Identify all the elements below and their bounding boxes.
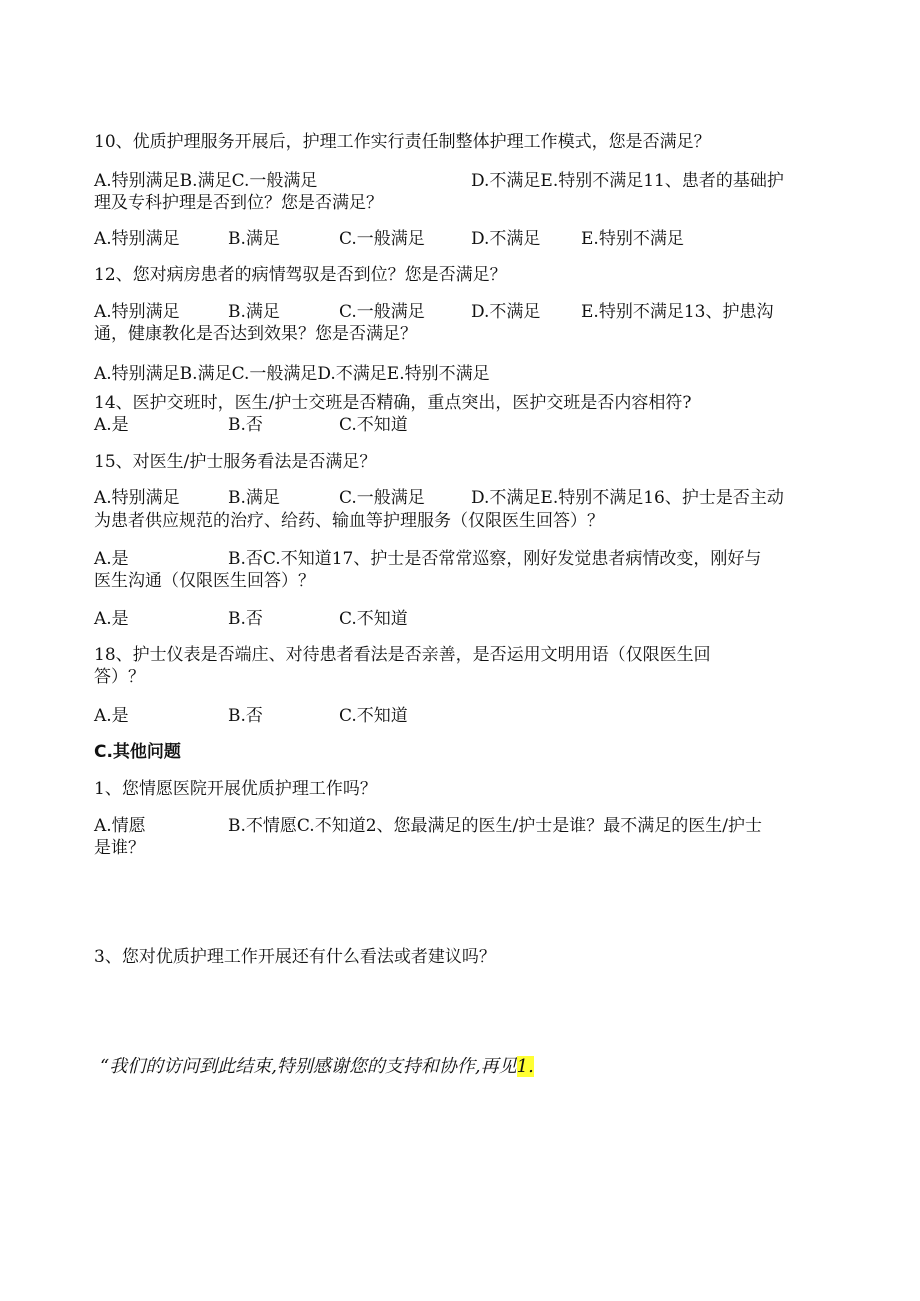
question-16-options xyxy=(94,548,814,570)
question-18-cont: 答）？ xyxy=(94,667,145,687)
q14-option-c: C.不知道 xyxy=(339,415,408,435)
question-15-options xyxy=(94,487,814,509)
closing-text: “我们的访问到此结束,特别感谢您的支持和协作,再见 xyxy=(100,1056,517,1077)
q16-option-bc-q17: B.否C.不知道17、护士是否常常巡察，刚好发觉患者病情改变，刚好与 xyxy=(228,549,762,569)
q12-option-c: C.一般满足 xyxy=(339,302,425,322)
q17-option-a: A.是 xyxy=(94,609,129,629)
q14-option-a: A.是 xyxy=(94,415,129,435)
question-14: 14、医护交班时，医生/护士交班是否精确，重点突出，医护交班是否内容相符? xyxy=(94,393,692,413)
closing-highlight: 1. xyxy=(516,1056,534,1077)
question-c3: 3、您对优质护理工作开展还有什么看法或者建议吗？ xyxy=(94,947,496,967)
question-c1: 1、您情愿医院开展优质护理工作吗？ xyxy=(94,779,377,799)
q11-option-e: E.特别不满足 xyxy=(581,229,684,249)
question-13-options: A.特别满足B.满足C.一般满足D.不满足E.特别不满足 xyxy=(94,364,490,384)
q12-option-e-q13: E.特别不满足13、护患沟 xyxy=(581,302,774,322)
q12-option-a: A.特别满足 xyxy=(94,302,180,322)
question-13-cont: 通，健康教化是否达到效果？您是否满足？ xyxy=(94,324,417,344)
q14-option-b: B.否 xyxy=(228,415,263,435)
q12-option-b: B.满足 xyxy=(228,302,280,322)
q18-option-b: B.否 xyxy=(228,706,263,726)
c1-option-a: A.情愿 xyxy=(94,816,146,836)
q10-options-abc: A.特别满足B.满足C.一般满足 xyxy=(94,171,318,191)
question-14-options xyxy=(94,414,814,436)
question-16-cont: 为患者供应规范的治疗、给药、输血等护理服务（仅限医生回答）？ xyxy=(94,511,604,531)
question-17-options xyxy=(94,608,814,630)
closing-remark xyxy=(100,1055,534,1079)
q11-option-d: D.不满足 xyxy=(471,229,541,249)
q15-option-a: A.特别满足 xyxy=(94,488,180,508)
q11-option-b: B.满足 xyxy=(228,229,280,249)
question-11-cont: 理及专科护理是否到位？您是否满足？ xyxy=(94,193,383,213)
question-c1-options xyxy=(94,815,814,837)
q18-option-c: C.不知道 xyxy=(339,706,408,726)
q15-option-b: B.满足 xyxy=(228,488,280,508)
question-18: 18、护士仪表是否端庄、对待患者看法是否亲善，是否运用文明用语（仅限医生回 xyxy=(94,645,711,665)
q12-option-d: D.不满足 xyxy=(471,302,541,322)
q17-option-b: B.否 xyxy=(228,609,263,629)
q10-options-de-q11: D.不满足E.特别不满足11、患者的基础护 xyxy=(471,171,784,191)
question-c2-cont: 是谁？ xyxy=(94,838,145,858)
q15-option-de-q16: D.不满足E.特别不满足16、护士是否主动 xyxy=(471,488,784,508)
c1-option-bc-c2: B.不情愿C.不知道2、您最满足的医生/护士是谁？最不满足的医生/护士 xyxy=(228,816,762,836)
q18-option-a: A.是 xyxy=(94,706,129,726)
q15-option-c: C.一般满足 xyxy=(339,488,425,508)
section-c-title: C.其他问题 xyxy=(94,742,181,762)
question-15: 15、对医生/护士服务看法是否满足？ xyxy=(94,452,377,472)
question-17-cont: 医生沟通（仅限医生回答）？ xyxy=(94,571,315,591)
question-10-options xyxy=(94,170,814,192)
q11-option-c: C.一般满足 xyxy=(339,229,425,249)
q11-option-a: A.特别满足 xyxy=(94,229,180,249)
question-18-options xyxy=(94,705,814,727)
q17-option-c: C.不知道 xyxy=(339,609,408,629)
q16-option-a: A.是 xyxy=(94,549,129,569)
question-12: 12、您对病房患者的病情驾驭是否到位？您是否满足？ xyxy=(94,265,507,285)
question-11-options xyxy=(94,228,814,250)
question-10: 10、优质护理服务开展后，护理工作实行责任制整体护理工作模式，您是否满足？ xyxy=(94,132,711,152)
question-12-options xyxy=(94,301,814,323)
